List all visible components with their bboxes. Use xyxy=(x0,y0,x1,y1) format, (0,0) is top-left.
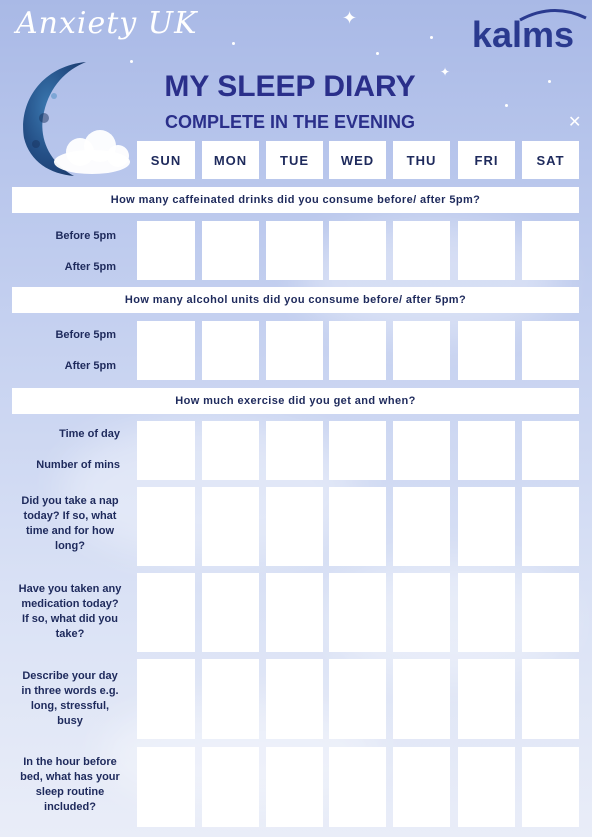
kalms-logo-text: kalms xyxy=(471,14,574,55)
row-label-sleep-routine: In the hour before bed, what has your sleep routine included? xyxy=(20,756,120,813)
row-label-describe-day: Describe your day in three words e.g. long, stressful, busy xyxy=(21,670,119,727)
page-title: MY SLEEP DIARY xyxy=(164,70,416,103)
entry-cell-medication-sun[interactable] xyxy=(137,573,195,652)
entry-cell-sleep-routine-tue[interactable] xyxy=(266,747,323,827)
entry-cell-alcohol-tue[interactable] xyxy=(266,321,323,380)
entry-cell-nap-wed[interactable] xyxy=(329,487,386,566)
day-header-sun: SUN xyxy=(137,141,195,179)
entry-cell-describe-day-sat[interactable] xyxy=(522,659,579,739)
entry-cell-alcohol-wed[interactable] xyxy=(329,321,386,380)
entry-cell-caffeine-fri[interactable] xyxy=(458,221,515,280)
entry-cell-exercise-tue[interactable] xyxy=(266,421,323,480)
star-dot xyxy=(376,52,379,55)
sublabel-after-5pm: After 5pm xyxy=(64,360,116,372)
sublabel-before-5pm: Before 5pm xyxy=(55,230,116,242)
entry-cell-sleep-routine-sat[interactable] xyxy=(522,747,579,827)
day-header-sat: SAT xyxy=(522,141,579,179)
day-header-wed: WED xyxy=(329,141,386,179)
entry-cell-caffeine-sun[interactable] xyxy=(137,221,195,280)
day-header-thu: THU xyxy=(393,141,450,179)
day-header-tue: TUE xyxy=(266,141,323,179)
star-dot xyxy=(430,36,433,39)
day-header-fri: FRI xyxy=(458,141,515,179)
entry-cell-medication-sat[interactable] xyxy=(522,573,579,652)
entry-cell-describe-day-sun[interactable] xyxy=(137,659,195,739)
entry-cell-describe-day-tue[interactable] xyxy=(266,659,323,739)
question-alcohol: How many alcohol units did you consume before/ after 5pm? xyxy=(12,287,579,313)
sparkle-star-icon: ✦ xyxy=(342,8,358,29)
entry-cell-medication-mon[interactable] xyxy=(202,573,259,652)
entry-cell-alcohol-thu[interactable] xyxy=(393,321,450,380)
entry-cell-exercise-wed[interactable] xyxy=(329,421,386,480)
entry-cell-exercise-sun[interactable] xyxy=(137,421,195,480)
entry-cell-medication-thu[interactable] xyxy=(393,573,450,652)
row-label-nap: Did you take a nap today? If so, what time and for how long? xyxy=(21,495,119,552)
entry-cell-exercise-sat[interactable] xyxy=(522,421,579,480)
entry-cell-exercise-thu[interactable] xyxy=(393,421,450,480)
sublabel-before-5pm: Before 5pm xyxy=(55,329,116,341)
entry-cell-medication-fri[interactable] xyxy=(458,573,515,652)
anxiety-uk-logo: Anxiety UK xyxy=(16,6,198,41)
entry-cell-sleep-routine-mon[interactable] xyxy=(202,747,259,827)
entry-cell-nap-thu[interactable] xyxy=(393,487,450,566)
entry-cell-describe-day-thu[interactable] xyxy=(393,659,450,739)
sublabel-time-of-day: Time of day xyxy=(59,428,120,440)
star-dot xyxy=(548,80,551,83)
entry-cell-caffeine-wed[interactable] xyxy=(329,221,386,280)
entry-cell-alcohol-fri[interactable] xyxy=(458,321,515,380)
entry-cell-nap-mon[interactable] xyxy=(202,487,259,566)
entry-cell-caffeine-tue[interactable] xyxy=(266,221,323,280)
entry-cell-describe-day-mon[interactable] xyxy=(202,659,259,739)
entry-cell-sleep-routine-fri[interactable] xyxy=(458,747,515,827)
entry-cell-sleep-routine-sun[interactable] xyxy=(137,747,195,827)
logo-swoosh-icon xyxy=(518,8,588,22)
question-exercise: How much exercise did you get and when? xyxy=(12,388,579,414)
cloud-icon xyxy=(54,130,130,174)
entry-cell-nap-sat[interactable] xyxy=(522,487,579,566)
entry-cell-alcohol-sat[interactable] xyxy=(522,321,579,380)
entry-cell-alcohol-sun[interactable] xyxy=(137,321,195,380)
star-dot xyxy=(232,42,235,45)
sparkle-star-icon: ✕ xyxy=(568,112,582,131)
entry-cell-caffeine-mon[interactable] xyxy=(202,221,259,280)
day-header-mon: MON xyxy=(202,141,259,179)
entry-cell-nap-sun[interactable] xyxy=(137,487,195,566)
entry-cell-medication-tue[interactable] xyxy=(266,573,323,652)
entry-cell-describe-day-fri[interactable] xyxy=(458,659,515,739)
star-dot xyxy=(505,104,508,107)
page-subtitle: COMPLETE IN THE EVENING xyxy=(164,112,416,132)
question-caffeine: How many caffeinated drinks did you consume before/ after 5pm? xyxy=(12,187,579,213)
sublabel-after-5pm: After 5pm xyxy=(64,261,116,273)
entry-cell-exercise-fri[interactable] xyxy=(458,421,515,480)
entry-cell-nap-tue[interactable] xyxy=(266,487,323,566)
entry-cell-caffeine-sat[interactable] xyxy=(522,221,579,280)
kalms-logo xyxy=(472,14,574,56)
entry-cell-alcohol-mon[interactable] xyxy=(202,321,259,380)
sparkle-star-icon: ✦ xyxy=(440,65,451,79)
moon-icon xyxy=(14,58,140,182)
entry-cell-describe-day-wed[interactable] xyxy=(329,659,386,739)
entry-cell-exercise-mon[interactable] xyxy=(202,421,259,480)
entry-cell-medication-wed[interactable] xyxy=(329,573,386,652)
entry-cell-caffeine-thu[interactable] xyxy=(393,221,450,280)
entry-cell-nap-fri[interactable] xyxy=(458,487,515,566)
entry-cell-sleep-routine-thu[interactable] xyxy=(393,747,450,827)
row-label-medication: Have you taken any medication today? If so, what did you take? xyxy=(18,583,122,640)
entry-cell-sleep-routine-wed[interactable] xyxy=(329,747,386,827)
sublabel-number-of-mins: Number of mins xyxy=(36,459,120,471)
